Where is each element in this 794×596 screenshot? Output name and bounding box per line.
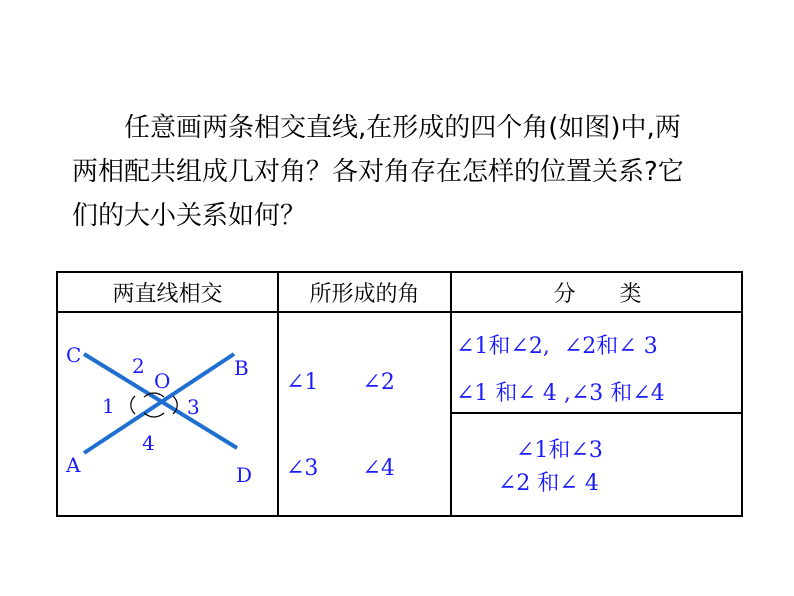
angle-1-label: 1 [102, 394, 115, 418]
vertical-pairs-line-2: ∠2 和∠ 4 [498, 471, 599, 496]
column-divider-2 [450, 273, 452, 515]
column-divider-1 [277, 273, 279, 515]
header-intersecting-lines: 两直线相交 [112, 282, 223, 307]
header-angles-formed: 所形成的角 [309, 282, 420, 307]
adjacent-pairs-line-2: ∠1 和∠ 4 ,∠3 和∠4 [456, 381, 665, 406]
angle-table [56, 271, 743, 517]
angle-arc-1 [131, 396, 135, 414]
question-line-2: 两相配共组成几对角？各对角存在怎样的位置关系?它 [72, 157, 684, 187]
angle-3-label: 3 [187, 395, 200, 419]
point-b-label: B [234, 356, 249, 380]
adjacent-pairs-line-1: ∠1和∠2, ∠2和∠ 3 [456, 334, 658, 359]
classification-divider [450, 412, 741, 414]
point-a-label: A [66, 453, 81, 477]
question-line-3: 们的大小关系如何？ [72, 201, 307, 231]
header-classification: 分 类 [553, 282, 642, 307]
angle-2-label: 2 [132, 354, 145, 378]
point-o-label: O [154, 369, 171, 393]
point-c-label: C [66, 343, 82, 367]
angles-formed-row-1: ∠1 ∠2 [286, 370, 395, 395]
point-d-label: D [236, 463, 253, 487]
question-line-1: 任意画两条相交直线,在形成的四个角(如图)中,两 [124, 113, 681, 143]
question-text [72, 106, 732, 238]
vertical-pairs-line-1: ∠1和∠3 [516, 438, 603, 463]
angles-formed-row-2: ∠3 ∠4 [286, 456, 395, 481]
angle-4-label: 4 [142, 431, 155, 455]
